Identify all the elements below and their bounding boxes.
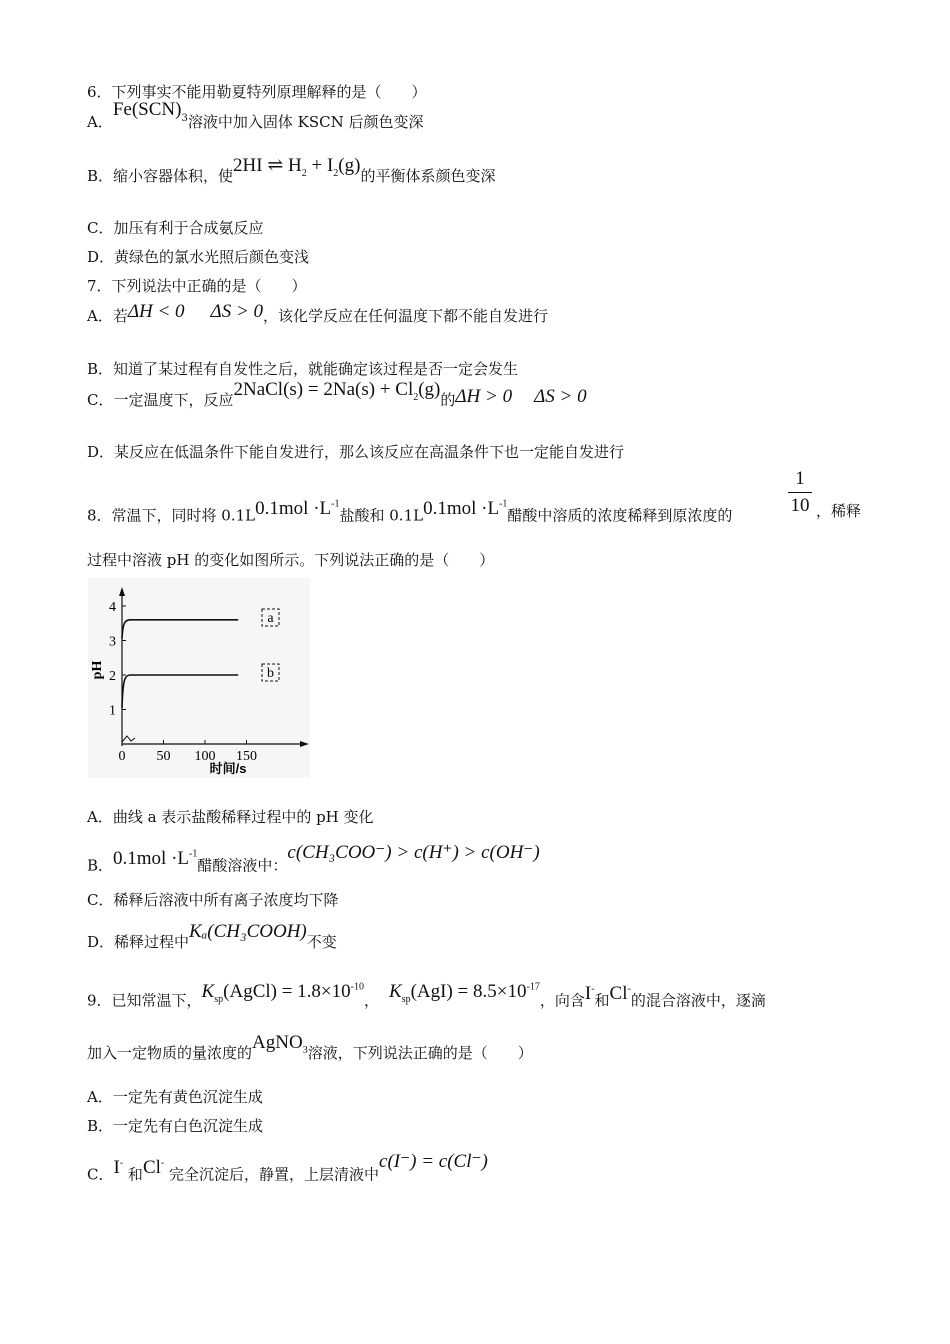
q6-b-prefix: B．缩小容器体积，使 bbox=[87, 167, 234, 185]
q7-a-text: ，该化学反应在任何温度下都不能自发进行 bbox=[263, 307, 549, 325]
q7-c-formula: 2NaCl(s) = $2Na(s) + Cl_2(g)$ bbox=[233, 379, 441, 403]
curve-b bbox=[122, 675, 238, 708]
q6-a-formula: Fe(SCN) bbox=[112, 99, 182, 120]
q9-c-ion-cl: Cl- bbox=[142, 1157, 165, 1179]
q8-stem-p2: 盐酸和 0.1L bbox=[339, 506, 424, 525]
q9-option-a: A．一定先有黄色沉淀生成 bbox=[87, 1088, 263, 1106]
q8-fraction bbox=[788, 468, 812, 517]
q7-c-ds: ΔS > 0 bbox=[534, 386, 587, 407]
ph-chart-svg bbox=[88, 578, 310, 778]
q8-d-ka: Kₐ(CH₃COOH) bbox=[189, 921, 307, 942]
q8-option-a: A．曲线 a 表示盐酸稀释过程中的 pH 变化 bbox=[87, 808, 374, 826]
q8-option-c: C．稀释后溶液中所有离子浓度均下降 bbox=[87, 891, 339, 909]
curve-b-label: b bbox=[267, 666, 274, 681]
x-tick-label: 50 bbox=[156, 749, 171, 764]
q9-c-text: 完全沉淀后，静置，上层清液中 bbox=[164, 1165, 380, 1184]
q9-ion-i: I- bbox=[584, 983, 595, 1005]
y-axis-arrow bbox=[119, 587, 125, 596]
q9-ksp-agcl: $K_{sp}(AgCl) = 1.8\times 10^{-10}$ bbox=[201, 981, 364, 1006]
x-tick-label: 0 bbox=[118, 749, 126, 764]
y-tick-label: 4 bbox=[109, 600, 116, 615]
x-tick-label: 150 bbox=[236, 749, 257, 764]
q8-conc1: $0.1mol \cdot L^{-1}$ bbox=[255, 498, 340, 520]
q9-stem-line2 bbox=[87, 1032, 533, 1071]
q9-stem-p1: 9．已知常温下， bbox=[87, 991, 202, 1010]
q9-line2-p2: 溶液，下列说法正确的是（ ） bbox=[307, 1044, 533, 1062]
q8-b-inequality: c(CH₃COO⁻) > c(H⁺) > c(OH⁻) bbox=[287, 842, 540, 864]
q6-a-prefix: A． bbox=[87, 113, 113, 131]
q6-option-c: C．加压有利于合成氨反应 bbox=[87, 219, 264, 237]
q7-c-prefix: C．一定温度下，反应 bbox=[87, 391, 234, 409]
q7-option-c bbox=[87, 379, 587, 418]
axis-break bbox=[122, 736, 135, 742]
q7-a-prefix: A．若 bbox=[87, 307, 128, 325]
q8-stem-p4: ，稀释 bbox=[816, 502, 862, 520]
q8-frac-num: 1 bbox=[795, 468, 805, 489]
q9-stem-line1 bbox=[87, 981, 766, 1018]
q6-a-sub: 3 bbox=[181, 113, 188, 124]
q8-stem-line2: 过程中溶液 pH 的变化如图所示。下列说法正确的是（ ） bbox=[87, 551, 495, 569]
curve-a bbox=[122, 620, 238, 639]
q7-option-b: B．知道了某过程有自发性之后，就能确定该过程是否一定会发生 bbox=[87, 360, 519, 378]
q8-stem-p1: 8．常温下，同时将 0.1L bbox=[87, 506, 256, 525]
q8-option-d bbox=[87, 921, 337, 952]
q8-frac-den: 10 bbox=[790, 495, 810, 516]
y-tick-label: 3 bbox=[109, 634, 116, 650]
y-axis-label: pH bbox=[90, 660, 105, 680]
q7-c-mid: 的 bbox=[440, 391, 456, 409]
q8-stem-p3: 醋酸中溶质的浓度稀释到原浓度的 bbox=[507, 506, 733, 525]
q8-d-prefix: D．稀释过程中 bbox=[87, 933, 190, 951]
q7-a-dh: ΔH < 0 bbox=[127, 301, 185, 322]
q9-sep: ， bbox=[364, 991, 380, 1010]
q9-stem-p3: 的混合溶液中，逐滴 bbox=[630, 991, 766, 1010]
q6-stem: 6．下列事实不能用勒夏特列原理解释的是（ ） bbox=[87, 83, 427, 101]
q8-frac-bar bbox=[788, 492, 812, 493]
q6-option-a bbox=[87, 99, 424, 139]
q7-option-a bbox=[87, 301, 549, 326]
q9-ion-cl: Cl- bbox=[609, 983, 631, 1005]
q8-conc2: $0.1mol \cdot L^{-1}$ bbox=[423, 498, 508, 520]
q6-b-formula: 2HI ⇌ $H_2 + I_2(g)$ bbox=[233, 155, 361, 179]
q8-b-conc: $0.1mol \cdot L^{-1}$ bbox=[113, 848, 198, 870]
q7-c-dh: ΔH > 0 bbox=[455, 386, 513, 407]
q7-a-ds: ΔS > 0 bbox=[210, 301, 264, 322]
q6-b-text: 的平衡体系颜色变深 bbox=[360, 167, 496, 185]
q9-and: 和 bbox=[594, 991, 610, 1010]
q8-stem-line1 bbox=[87, 498, 733, 525]
q8-b-prefix: B． bbox=[87, 856, 114, 875]
x-axis-label: 时间/s bbox=[209, 761, 247, 776]
curve-a-label: a bbox=[267, 611, 274, 626]
q9-ksp-agi: $K_{sp}(AgI) = 8.5\times 10^{-17}$ bbox=[389, 981, 540, 1006]
x-tick-label: 100 bbox=[194, 749, 216, 764]
q9-line2-p1: 加入一定物质的量浓度的 bbox=[87, 1044, 253, 1062]
q9-agno3: AgNO$_3$ bbox=[252, 1032, 308, 1056]
q7-stem: 7．下列说法中正确的是（ ） bbox=[87, 277, 307, 295]
q6-a-text: 溶液中加入固体 KSCN 后颜色变深 bbox=[187, 113, 424, 131]
q9-stem-p2: ，向含 bbox=[539, 991, 585, 1010]
q8-d-text: 不变 bbox=[306, 933, 337, 951]
q6-option-d: D．黄绿色的氯水光照后颜色变浅 bbox=[87, 248, 310, 266]
q7-option-d: D．某反应在低温条件下能自发进行，那么该反应在高温条件下也一定能自发进行 bbox=[87, 443, 625, 461]
q8-option-b bbox=[87, 842, 540, 875]
q9-c-and: 和 bbox=[123, 1165, 143, 1184]
q6-option-b bbox=[87, 155, 496, 194]
q9-c-prefix: C． bbox=[87, 1165, 114, 1184]
q9-option-c bbox=[87, 1151, 488, 1184]
x-axis-arrow bbox=[300, 741, 309, 747]
q8-ph-chart bbox=[88, 578, 310, 778]
q8-b-mid: 醋酸溶液中： bbox=[197, 856, 288, 875]
y-tick-label: 2 bbox=[109, 669, 116, 684]
q9-c-equation: c(I⁻) = c(Cl⁻) bbox=[379, 1151, 488, 1173]
q9-c-ion-i: I- bbox=[113, 1157, 124, 1179]
q9-option-b: B．一定先有白色沉淀生成 bbox=[87, 1117, 264, 1135]
y-tick-label: 1 bbox=[109, 703, 116, 719]
